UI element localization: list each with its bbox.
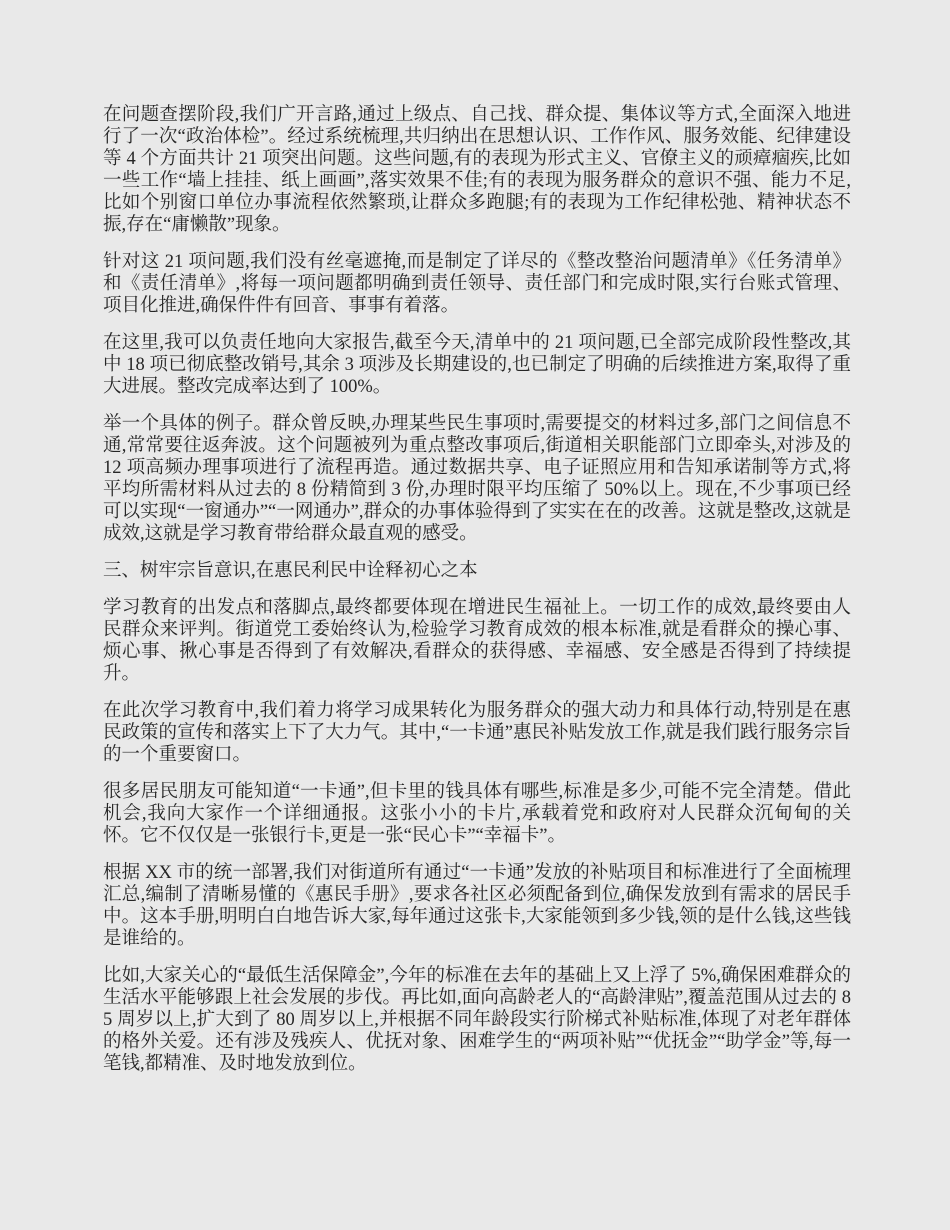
paragraph-huimin-handbook: 根据 XX 市的统一部署,我们对街道所有通过“一卡通”发放的补贴项目和标准进行了全面梳理汇总,编制了清晰易懂的《惠民手册》,要求各社区必须配备到位,确保发放到有需求的居民手中。这本手册,明明白白地告诉大家,每年通过这张卡,大家能领到多少钱,领的是什么钱,这些钱是谁给的。: [103, 863, 851, 949]
paragraph-people-standard: 学习教育的出发点和落脚点,最终都要体现在增进民生福祉上。一切工作的成效,最终要由人民群众来评判。街道党工委始终认为,检验学习教育成效的根本标准,就是看群众的操心事、烦心事、揪心事是否得到了有效解决,看群众的获得感、幸福感、安全感是否得到了持续提升。: [103, 598, 851, 684]
paragraph-card-explanation: 很多居民朋友可能知道“一卡通”,但卡里的钱具体有哪些,标准是多少,可能不完全清楚。借此机会,我向大家作一个详细通报。这张小小的卡片,承载着党和政府对人民群众沉甸甸的关怀。它不仅仅是一张银行卡,更是一张“民心卡”“幸福卡”。: [103, 782, 851, 846]
paragraph-rectification-lists: 针对这 21 项问题,我们没有丝毫遮掩,而是制定了详尽的《整改整治问题清单》《任务清单》和《责任清单》,将每一项问题都明确到责任领导、责任部门和完成时限,实行台账式管理、项目化推进,确保件件有回音、事事有着落。: [103, 252, 851, 316]
paragraph-problem-review: 在问题查摆阶段,我们广开言路,通过上级点、自己找、群众提、集体议等方式,全面深入地进行了一次“政治体检”。经过系统梳理,共归纳出在思想认识、工作作风、服务效能、纪律建设等 4 个方面共计 21 项突出问题。这些问题,有的表现为形式主义、官僚主义的顽瘴痼疾,比如一些工作“墙上挂挂、纸上画画”,落实效果不佳;有的表现为服务群众的意识不强、能力不足,比如个别窗口单位办事流程依然繁琐,让群众多跑腿;有的表现为工作纪律松弛、精神状态不振,存在“庸懒散”现象。: [103, 105, 851, 235]
paragraph-yikatong-intro: 在此次学习教育中,我们着力将学习成果转化为服务群众的强大动力和具体行动,特别是在惠民政策的宣传和落实上下了大力气。其中,“一卡通”惠民补贴发放工作,就是我们践行服务宗旨的一个重要窗口。: [103, 701, 851, 765]
section-heading-three: 三、树牢宗旨意识,在惠民利民中诠释初心之本: [103, 561, 478, 581]
paragraph-subsidy-examples: 比如,大家关心的“最低生活保障金”,今年的标准在去年的基础上又上浮了 5%,确保困难群众的生活水平能够跟上社会发展的步伐。再比如,面向高龄老人的“高龄津贴”,覆盖范围从过去的 85 周岁以上,扩大到了 80 周岁以上,并根据不同年龄段实行阶梯式补贴标准,体现了对老年群体的格外关爱。还有涉及残疾人、优抚对象、困难学生的“两项补贴”“优抚金”“助学金”等,每一笔钱,都精准、及时地发放到位。: [103, 966, 851, 1074]
paragraph-concrete-example: 举一个具体的例子。群众曾反映,办理某些民生事项时,需要提交的材料过多,部门之间信息不通,常常要往返奔波。这个问题被列为重点整改事项后,街道相关职能部门立即牵头,对涉及的 12 项高频办理事项进行了流程再造。通过数据共享、电子证照应用和告知承诺制等方式,将平均所需材料从过去的 8 份精简到 3 份,办理时限平均压缩了 50%以上。现在,不少事项已经可以实现“一窗通办”“一网通办”,群众的办事体验得到了实实在在的改善。这就是整改,这就是成效,这就是学习教育带给群众最直观的感受。: [103, 414, 851, 544]
paragraph-completion-report: 在这里,我可以负责任地向大家报告,截至今天,清单中的 21 项问题,已全部完成阶段性整改,其中 18 项已彻底整改销号,其余 3 项涉及长期建设的,也已制定了明确的后续推进方案,取得了重大进展。整改完成率达到了 100%。: [103, 333, 851, 397]
